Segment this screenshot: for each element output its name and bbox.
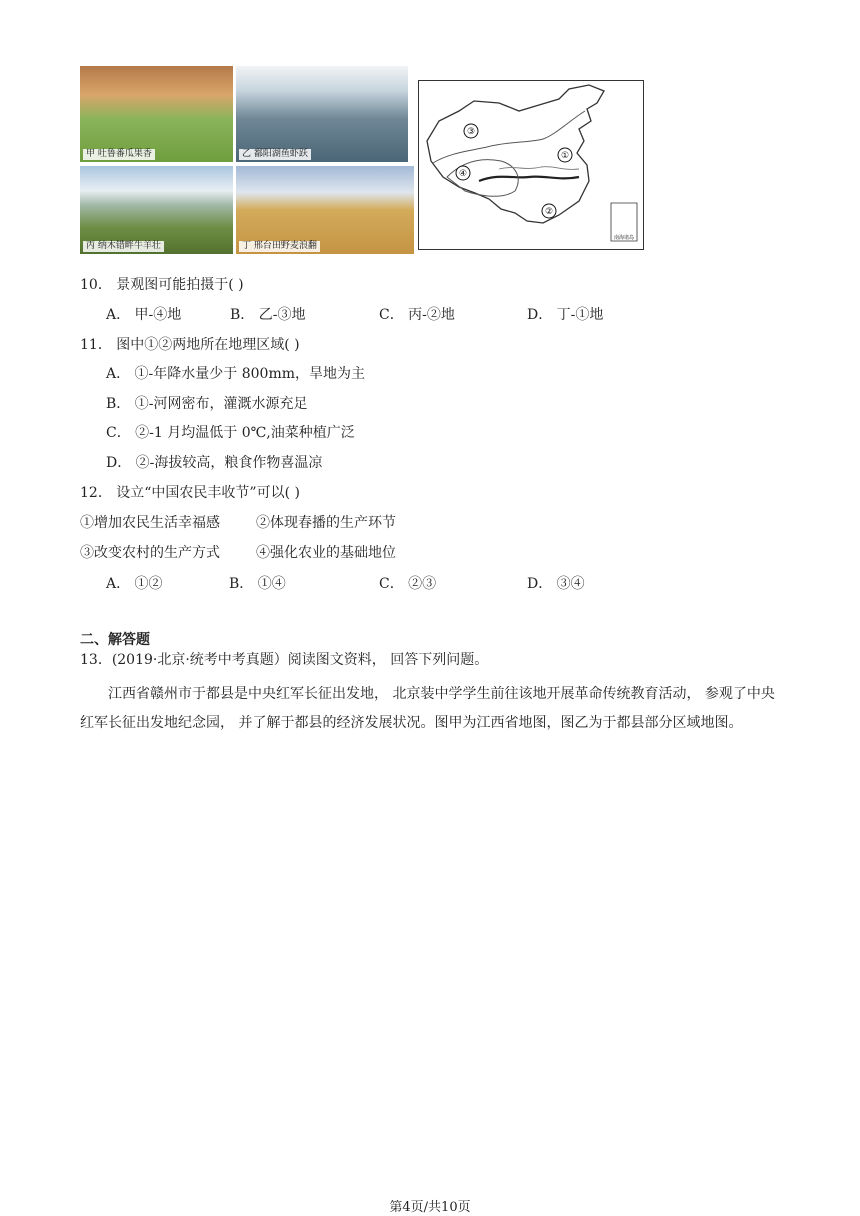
photo-jia bbox=[80, 66, 233, 162]
river-lines bbox=[499, 167, 579, 170]
q12-option-c: C． ②③ bbox=[379, 576, 437, 592]
photo-bing-caption: 丙 纳木错畔牛羊壮 bbox=[83, 241, 164, 252]
q10-option-b: B． 乙-③地 bbox=[230, 307, 306, 323]
map-label-4: ④ bbox=[458, 169, 468, 179]
photo-yi bbox=[236, 66, 408, 162]
q12-option-a: A． ①② bbox=[106, 576, 163, 592]
q12-item-2: ②体现春播的生产环节 bbox=[256, 515, 396, 531]
q10-stem: 10． 景观图可能拍摄于( ) bbox=[80, 277, 244, 293]
q12-option-b: B． ①④ bbox=[229, 576, 286, 592]
q12-stem: 12． 设立“中国农民丰收节”可以( ) bbox=[80, 485, 300, 501]
china-map-svg bbox=[419, 81, 643, 249]
q12-option-d: D． ③④ bbox=[527, 576, 585, 592]
photo-yi-caption: 乙 鄱阳湖鱼虾跃 bbox=[239, 149, 311, 160]
q10-option-a: A． 甲-④地 bbox=[106, 307, 182, 323]
inset-label: 南海诸岛 bbox=[613, 235, 635, 241]
q13-stem: 13．(2019·北京·统考中考真题）阅读图文资料， 回答下列问题。 bbox=[80, 652, 489, 668]
q11-option-d: D． ②-海拔较高，粮食作物喜温凉 bbox=[106, 455, 323, 471]
photo-bing bbox=[80, 166, 233, 254]
photo-ding bbox=[236, 166, 414, 254]
q12-item-4: ④强化农业的基础地位 bbox=[256, 545, 396, 561]
q10-option-c: C． 丙-②地 bbox=[379, 307, 455, 323]
map-label-3: ③ bbox=[466, 127, 476, 137]
q10-option-d: D． 丁-①地 bbox=[527, 307, 604, 323]
q13-paragraph: 江西省赣州市于都县是中央红军长征出发地， 北京装中学学生前往该地开展革命传统教育活动， 参观了中央红军长征出发地纪念园， 并了解于都县的经济发展状况。图甲为江西省地图，图乙为于都县部分区域地图。 bbox=[80, 686, 775, 731]
section-title: 二、解答题 bbox=[80, 632, 150, 648]
landscape-photos bbox=[80, 66, 416, 256]
map-label-2: ② bbox=[544, 207, 554, 217]
q12-item-3: ③改变农村的生产方式 bbox=[80, 545, 220, 561]
map-label-1: ① bbox=[560, 151, 570, 161]
photo-jia-caption: 甲 吐鲁番瓜果香 bbox=[83, 149, 155, 160]
q11-option-a: A． ①-年降水量少于 800mm，旱地为主 bbox=[106, 366, 366, 382]
q11-option-b: B． ①-河网密布，灌溉水源充足 bbox=[106, 396, 308, 412]
page-footer: 第4页/共10页 bbox=[389, 1200, 471, 1215]
north-south-boundary bbox=[479, 177, 579, 181]
q12-item-1: ①增加农民生活幸福感 bbox=[80, 515, 220, 531]
china-map bbox=[418, 80, 644, 250]
photo-ding-caption: 丁 邢台田野麦浪翻 bbox=[239, 241, 320, 252]
q11-stem: 11． 图中①②两地所在地理区域( ) bbox=[80, 337, 300, 353]
q11-option-c: C． ②-1 月均温低于 0℃,油菜种植广泛 bbox=[106, 425, 355, 441]
